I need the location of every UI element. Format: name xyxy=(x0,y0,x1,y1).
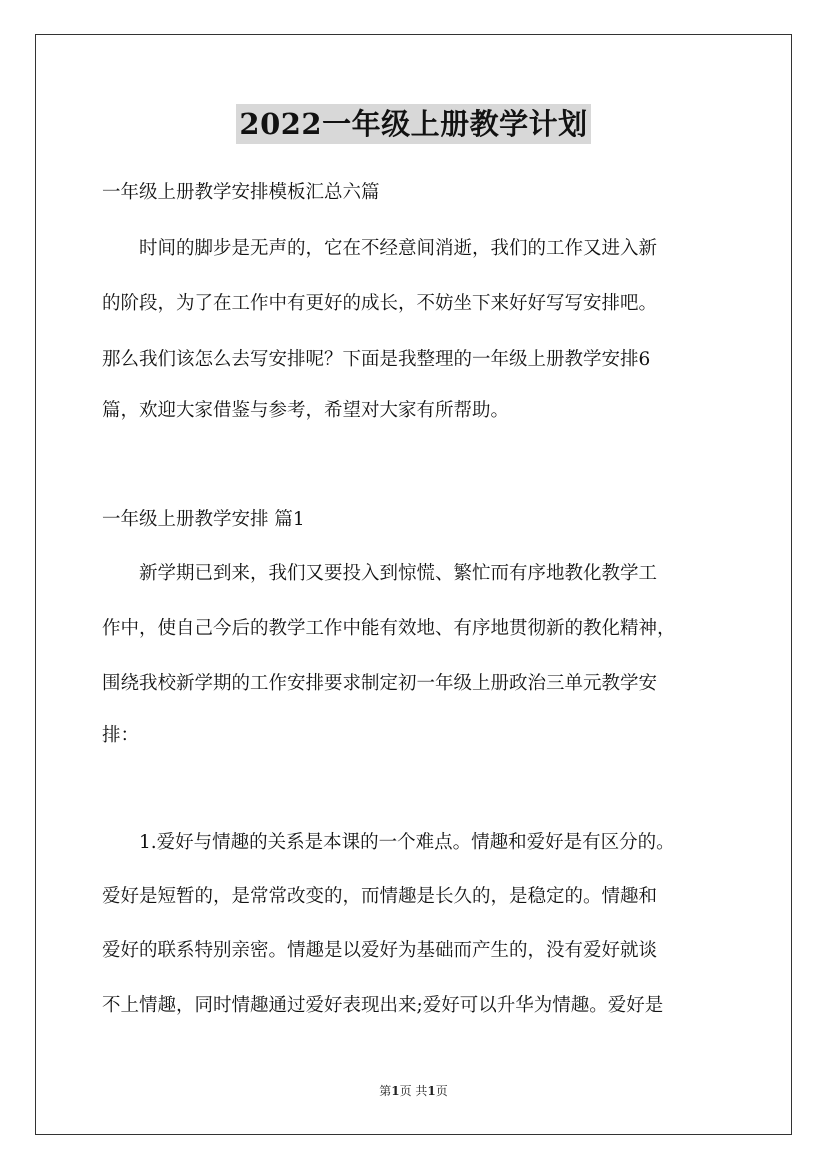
paragraph-line: 不上情趣，同时情趣通过爱好表现出来;爱好可以升华为情趣。爱好是 xyxy=(102,995,664,1016)
paragraph-line: 的阶段，为了在工作中有更好的成长，不妨坐下来好好写写安排吧。 xyxy=(102,293,658,314)
paragraph-line: 新学期已到来，我们又要投入到惊慌、繁忙而有序地教化教学工 xyxy=(102,563,658,584)
footer-suffix: 页 xyxy=(435,1084,448,1098)
paragraph-line: 排： xyxy=(102,725,140,746)
footer-page-number: 1 xyxy=(391,1084,400,1098)
paragraph-line: 那么我们该怎么去写安排呢？下面是我整理的一年级上册教学安排6 xyxy=(102,349,651,370)
footer-mid: 页 共 xyxy=(399,1084,428,1098)
footer-page-total: 1 xyxy=(427,1084,436,1098)
title-text: 2022一年级上册教学计划 xyxy=(236,104,590,144)
paragraph-line: 篇，欢迎大家借鉴与参考，希望对大家有所帮助。 xyxy=(102,400,510,421)
paragraph-line: 时间的脚步是无声的，它在不经意间消逝，我们的工作又进入新 xyxy=(102,238,658,259)
footer-prefix: 第 xyxy=(379,1084,392,1098)
paragraph-line: 爱好是短暂的，是常常改变的，而情趣是长久的，是稳定的。情趣和 xyxy=(102,886,658,907)
paragraph-line: 围绕我校新学期的工作安排要求制定初一年级上册政治三单元教学安 xyxy=(102,673,658,694)
paragraph-line: 爱好的联系特别亲密。情趣是以爱好为基础而产生的，没有爱好就谈 xyxy=(102,940,658,961)
subtitle-line: 一年级上册教学安排模板汇总六篇 xyxy=(102,182,380,203)
section-heading: 一年级上册教学安排 篇1 xyxy=(102,509,305,530)
document-title xyxy=(0,104,827,144)
paragraph-line: 1.爱好与情趣的关系是本课的一个难点。情趣和爱好是有区分的。 xyxy=(102,832,675,853)
page-footer xyxy=(0,1083,827,1099)
paragraph-line: 作中，使自己今后的教学工作中能有效地、有序地贯彻新的教化精神， xyxy=(102,618,676,639)
